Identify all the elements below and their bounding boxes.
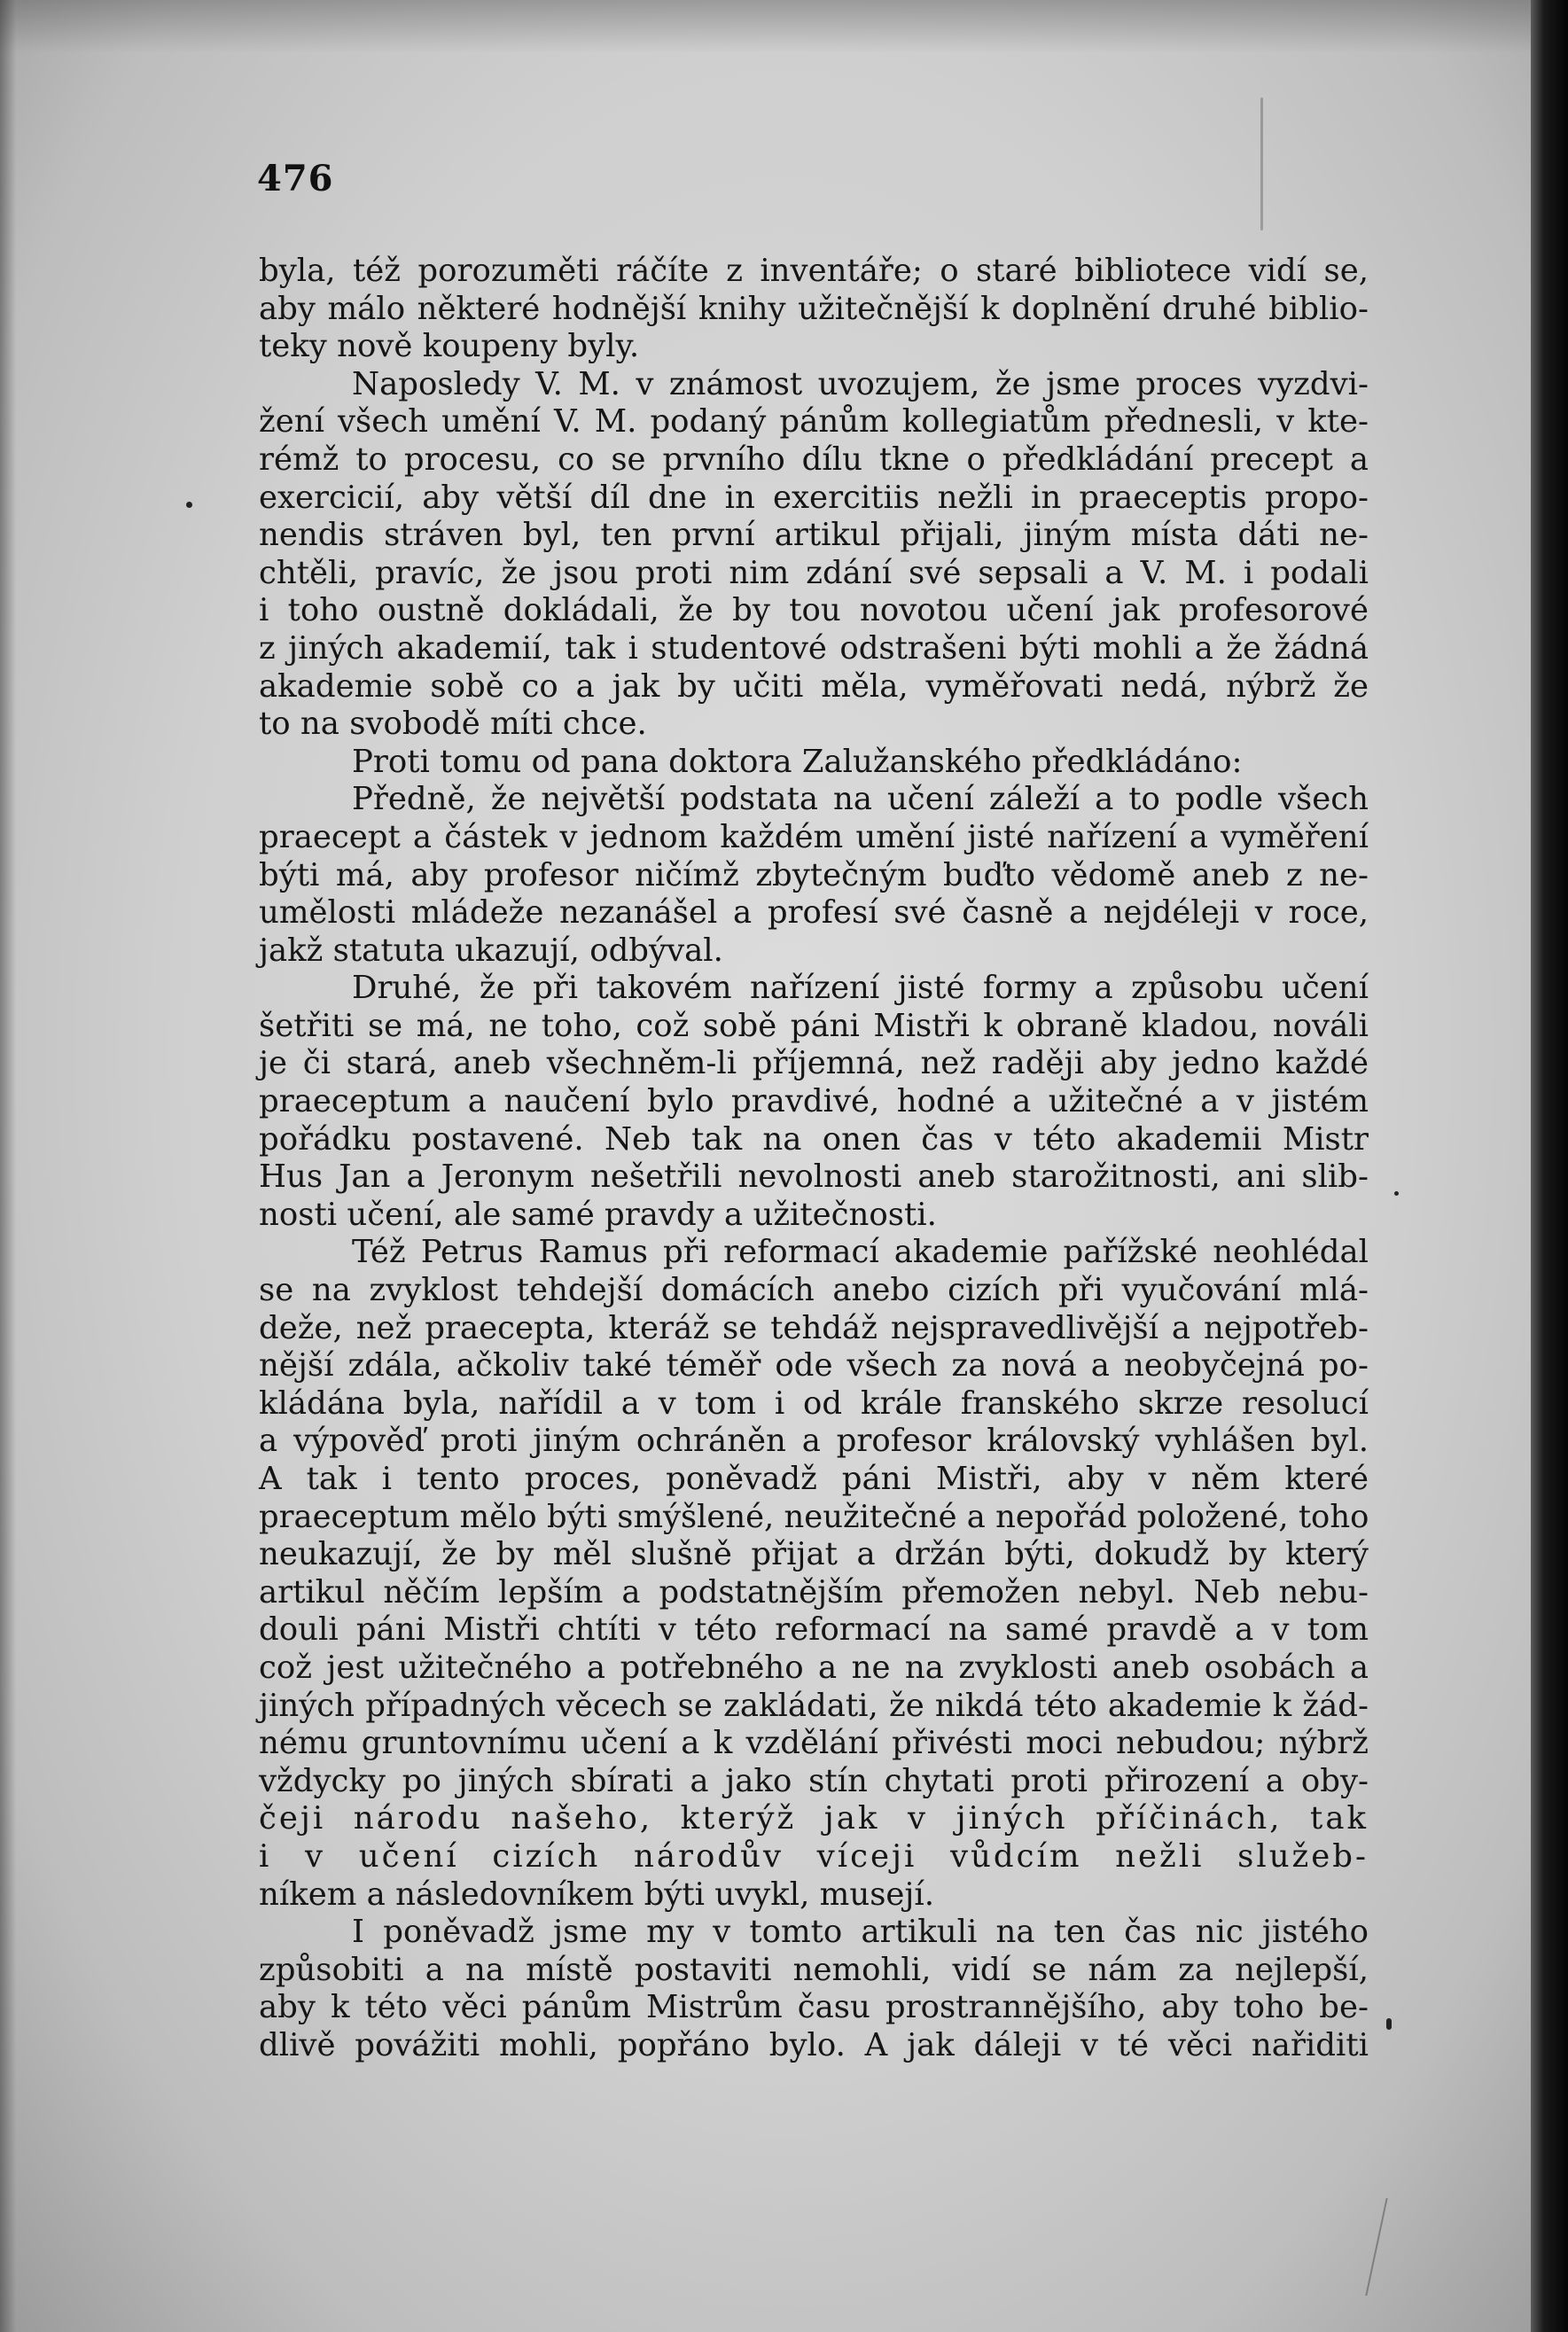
text-line: Předně, že největší podstata na učení záleží a to podle všech: [352, 781, 1369, 818]
text-line: nendis stráven byl, ten první artikul přijali, jiným místa dáti ne-: [259, 517, 1369, 554]
text-line: pořádku postavené. Neb tak na onen čas v této akademii Mistr: [259, 1120, 1369, 1158]
text-line: i v učení cizích národův víceji vůdcím nežli služeb-: [259, 1837, 1369, 1875]
margin-speck: [1394, 1191, 1399, 1196]
text-line: čeji národu našeho, kterýž jak v jiných příčinách, tak: [259, 1800, 1369, 1837]
text-line: býti má, aby profesor ničímž zbytečným buďto vědomě aneb z ne-: [259, 856, 1369, 893]
text-line: umělosti mládeže nezanášel a profesí své časně a nejdéleji v roce,: [259, 894, 1369, 932]
text-line: byla, též porozuměti ráčíte z inventáře; o staré bibliotece vidí se,: [259, 253, 1369, 289]
text-line: I poněvadž jsme my v tomto artikuli na ten čas nic jistého: [352, 1914, 1369, 1951]
fold-mark: [1260, 97, 1263, 230]
text-line: Hus Jan a Jeronym nešetřili nevolnosti aneb starožitnosti, ani slib-: [259, 1158, 1369, 1196]
text-line: Proti tomu od pana doktora Zalužanského předkládáno:: [352, 743, 1243, 780]
text-line: praeceptum a naučení bylo pravdivé, hodné a užitečné a v jistém: [259, 1083, 1369, 1120]
text-line: je či stará, aneb všechněm-li příjemná, než raději aby jedno každé: [259, 1045, 1369, 1082]
text-line: neukazují, že by měl slušně přijat a držán býti, dokudž by který: [259, 1536, 1369, 1573]
page-left-shadow: [0, 0, 16, 2332]
text-line: teky nově koupeny byly.: [259, 328, 640, 365]
text-line: i toho oustně dokládali, že by tou novotou učení jak profesorové: [259, 592, 1369, 629]
text-line: akademie sobě co a jak by učiti měla, vyměřovati nedá, nýbrž že: [259, 667, 1369, 705]
text-line: praecept a částek v jednom každém umění jisté nařízení a vyměření: [259, 818, 1369, 855]
text-line: způsobiti a na místě postaviti nemohli, vidí se nám za nejlepší,: [259, 1951, 1369, 1988]
text-line: nosti učení, ale samé pravdy a užitečnosti.: [259, 1196, 937, 1233]
text-line: A tak i tento proces, poněvadž páni Mistři, aby v něm které: [259, 1461, 1369, 1497]
text-line: nější zdála, ačkoliv také téměř ode všech za nová a neobyčejná po-: [259, 1347, 1369, 1384]
text-line: jiných případných věcech se zakládati, že nikdá této akademie k žád-: [259, 1687, 1369, 1724]
text-line: jakž statuta ukazují, odbýval.: [259, 932, 723, 969]
text-line: Druhé, že při takovém nařízení jisté formy a způsobu učení: [352, 970, 1369, 1007]
binding-edge: [1531, 0, 1568, 2332]
margin-speck: [186, 502, 192, 508]
text-line: to na svobodě míti chce.: [259, 706, 647, 743]
text-line: exercicií, aby větší díl dne in exercitiis nežli in praeceptis propo-: [259, 479, 1369, 516]
text-line: Též Petrus Ramus při reformací akademie pařížské neohlédal: [352, 1234, 1369, 1271]
margin-speck: [1386, 2018, 1392, 2030]
text-line: nému gruntovnímu učení a k vzdělání přivésti moci nebudou; nýbrž: [259, 1725, 1369, 1762]
text-line: rémž to procesu, co se prvního dílu tkne o předkládání precept a: [259, 441, 1369, 478]
text-line: šetřiti se má, ne toho, což sobě páni Mistři k obraně kladou, nováli: [259, 1007, 1369, 1044]
page-top-shadow: [0, 0, 1568, 53]
text-line: se na zvyklost tehdejší domácích anebo cizích při vyučování mlá-: [259, 1272, 1369, 1309]
text-line: aby k této věci pánům Mistrům času prostrannějšího, aby toho be-: [259, 1989, 1369, 2026]
pencil-mark: [1365, 2198, 1423, 2296]
text-line: Naposledy V. M. v známost uvozujem, že jsme proces vyzdvi-: [352, 365, 1369, 402]
text-line: aby málo některé hodnější knihy užitečnější k doplnění druhé biblio-: [259, 290, 1369, 327]
text-line: z jiných akademií, tak i studentové odstrašeni býti mohli a že žádná: [259, 629, 1369, 667]
text-line: chtěli, pravíc, že jsou proti nim zdání své sepsali a V. M. i podali: [259, 554, 1369, 591]
text-line: praeceptum mělo býti smýšlené, neužitečné a nepořád položené, toho: [259, 1498, 1369, 1535]
text-line: a výpověď proti jiným ochráněn a profesor královský vyhlášen byl.: [259, 1423, 1369, 1460]
text-line: níkem a následovníkem býti uvykl, musejí.: [259, 1876, 935, 1913]
body-text: [259, 253, 1369, 2065]
text-line: dlivě povážiti mohli, popřáno bylo. A jak dáleji v té věci nařiditi: [259, 2026, 1369, 2063]
text-line: deže, než praecepta, kteráž se tehdáž nejspravedlivější a nejpotřeb-: [259, 1309, 1369, 1346]
page-number: 476: [257, 158, 334, 199]
text-line: žení všech umění V. M. podaný pánům kollegiatům přednesli, v kte-: [259, 403, 1369, 441]
text-line: douli páni Mistři chtíti v této reformací na samé pravdě a v tom: [259, 1611, 1369, 1649]
text-line: artikul něčím lepším a podstatnějším přemožen nebyl. Neb nebu-: [259, 1573, 1369, 1611]
text-line: kládána byla, nařídil a v tom i od krále franského skrze resolucí: [259, 1384, 1369, 1422]
text-line: vždycky po jiných sbírati a jako stín chytati proti přirození a oby-: [259, 1762, 1369, 1799]
text-line: což jest užitečného a potřebného a ne na zvyklosti aneb osobách a: [259, 1649, 1369, 1686]
